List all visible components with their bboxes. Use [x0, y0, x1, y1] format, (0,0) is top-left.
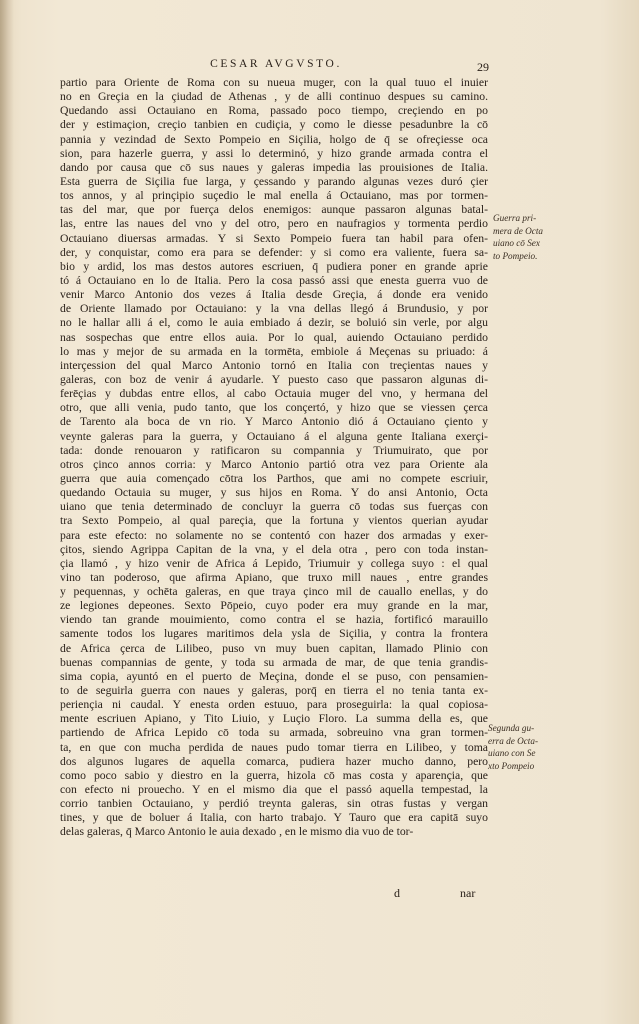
text-line: sima copia, ayuntó en el puerto de Meçina, donde el se puso, con pensamien-: [60, 669, 488, 683]
body-text: [60, 76, 488, 840]
text-line: Octauiano diuersas armadas. Y si Sexto Pompeio fuera tan habil para ofen-: [60, 231, 488, 245]
text-line: guerra que auia començado cōtra los Parthos, que ami no compete escriuir,: [60, 471, 488, 485]
text-line: buenas compannias de gente, y toda su armada de mar, de que tenia grandis-: [60, 655, 488, 669]
text-line: como poco sabio y diestro en la guerra, hizola cō mas costa y aparençia, que: [60, 768, 488, 782]
folio-number: 29: [477, 60, 489, 74]
text-line: ze legiones depeones. Sexto Pōpeio, cuyo poder era muy grande en la mar,: [60, 599, 488, 613]
text-line: Quedando assi Octauiano en Roma, passado poco tiempo, creçiendo en po: [60, 104, 488, 118]
signature-mark: d: [394, 886, 400, 900]
gutter-shadow: [0, 0, 14, 1024]
text-line: no le hallar alli á el, como le auia embiado á dezir, se boluió sin verle, por algu: [60, 316, 488, 330]
text-line: tra Sexto Pompeio, al qual pareçia, que la fortuna y vientos querian ayudar: [60, 514, 488, 528]
text-line: las, entre las naues del vno y del otro, pero en naufragios y tormenta perdio: [60, 217, 488, 231]
margin-note-line: uiano cō Sex: [493, 238, 540, 248]
text-line: quedando Octauia su muger, y sus hijos en Roma. Y do ansi Antonio, Octa: [60, 486, 488, 500]
text-line: dos algunos lugares de aquella comarca, pudiera hazer mucho danno, pero: [60, 754, 488, 768]
text-line: para este efecto: no solamente no se contentó con hazer dos armadas y exer-: [60, 528, 488, 542]
text-line: çitos, siendo Agrippa Capitan de la vna, y el dela otra , pero con toda instan-: [60, 542, 488, 556]
text-line: sion, para hazerle guerra, y assi lo determinó, y hizo grande armada contra el: [60, 146, 488, 160]
text-line: delas galeras, q̄ Marco Antonio le auia dexado , en le mismo dia vuo de tor-: [60, 825, 414, 839]
text-line: otros çinco annos corria: y Marco Antonio partió otra vez para Oriente ala: [60, 457, 488, 471]
text-line: interçession del qual Marco Antonio tornó en Italia con treçientas naues y: [60, 358, 488, 372]
text-line: dando por causa que cō sus naues y galeras impedia las prouisiones de Italia.: [60, 160, 488, 174]
text-line: der, y conquistar, como era para se defender: y si como era valiente, fuera sa-: [60, 245, 488, 259]
margin-note-second-war: [488, 722, 588, 772]
text-line: viendo tan grande mouimiento, como contra el se hazia, fortificó marauillo: [60, 613, 488, 627]
text-line: der y estimaçion, creçio tanbien en cudiçia, y como le diesse pesadunbre la cō: [60, 118, 488, 132]
text-line: con efecto ni prouecho. Y en el mismo dia que el passó aquella tempestad, la: [60, 783, 488, 797]
margin-note-line: xto Pompeio: [488, 760, 535, 771]
text-line: y pequennas, y ochēta galeras, en que traya çinco mil de cauallo enellas, y do: [60, 585, 488, 599]
text-line: pannia y vezindad de Sexto Pompeio en Siçilia, holgo de q̄ se ofreçiesse oca: [60, 132, 488, 146]
text-line: vino tan poderoso, que afirma Apiano, que truxo mill naues , entre grandes: [60, 570, 488, 584]
text-line: uiano que tenia determinado de concluyr la guerra cō todas sus fuerças con: [60, 500, 488, 514]
text-line: galeras, con boz de venir á ayudarle. Y puesto caso que passaron algunas di-: [60, 372, 488, 386]
text-line: de Africa çerca de Lilibeo, puso vn muy buen capitan, llamado Plinio con: [60, 641, 488, 655]
text-line: tó á Octauiano en lo de Italia. Pero la cosa passó assi que enesta guerra vuo de: [60, 273, 488, 287]
text-line: periençia ni caudal. Y enesta orden estuuo, para proseguirla: la qual copiosa-: [60, 698, 488, 712]
text-line: ferēçias y dubdas entre ellos, al cabo Octauia muger del vno, y hermana del: [60, 387, 488, 401]
margin-note-line: Segunda gu-: [488, 723, 535, 733]
text-line: partiendo de Africa Lepido cō toda su armada, sobreuino vna gran tormen-: [60, 726, 488, 740]
text-line: otro, que alli venia, pudo tanto, que los conçertó, y hizo que se viessen çerca: [60, 401, 488, 415]
text-line: tas del mar, que por fuerça delos enemigos: aunque passaron algunas batal-: [60, 203, 488, 217]
margin-note-line: erra de Octa-: [488, 735, 539, 746]
text-line: tos annos, y al prinçipio suçedio le mal enella á Octauiano, mas por tormen-: [60, 189, 488, 203]
text-line: lo mas y mejor de su armada en la tormēta, embiole á Meçenas su priuado: á: [60, 344, 488, 358]
text-line: de Oriente llamado por Octauiano: y la vna dellas llegó á Brundusio, y por: [60, 302, 488, 316]
text-line: ta, en que con mucha perdida de naues pudo tomar tierra en Lilibeo, y toma: [60, 740, 488, 754]
text-line: nas sospechas que entre ellos auia. Por lo qual, auiendo Octauiano perdido: [60, 330, 488, 344]
text-line: samente todos los lugares maritimos dela ysla de Siçilia, y contra la frontera: [60, 627, 488, 641]
text-line: tada: donde renouaron y ratificaron su compannia y Triumuirato, que por: [60, 443, 488, 457]
text-line: de Tarento ala boca de vn rio. Y Marco Antonio dió á Octauiano çiento y: [60, 415, 488, 429]
text-line: mente escriuen Apiano, y Tito Liuio, y Luçio Floro. La summa della es, que: [60, 712, 488, 726]
text-line: corrio tanbien Octauiano, y perdió treynta galeras, sin otras fustas y vergan: [60, 797, 488, 811]
margin-note-line: uiano con Se: [488, 748, 536, 758]
margin-note-line: mera de Octa: [493, 225, 544, 236]
margin-note-first-war: [493, 212, 593, 262]
text-line: partio para Oriente de Roma con su nueua muger, con la qual tuuo el inuier: [60, 76, 488, 89]
text-line: bio y ardid, los mas destos autores escriuen, q̄ pudiera poner en grande aprie: [60, 259, 488, 273]
text-line: tines, y que de boluer á Italia, con harto trabajo. Y Tauro que era capitā suyo: [60, 811, 488, 825]
text-line: venir Marco Antonio dos vezes á Italia desde Greçia, á donde era venido: [60, 288, 488, 302]
text-line: no en Greçia en la çiudad de Athenas , y de alli continuo despues su camino.: [60, 90, 488, 104]
margin-note-line: Guerra pri-: [493, 213, 537, 223]
running-head: CESAR AVGVSTO.: [210, 58, 342, 70]
margin-note-line: to Pompeio.: [493, 250, 538, 261]
text-line: to de seguirla guerra con naues y galeras, porq̄ en tierra el no tenia tanta ex-: [60, 684, 488, 698]
text-line: çia llamó , y hizo venir de Africa á Lepido, Triumuir y collega suyo : el qual: [60, 556, 488, 570]
catchword: nar: [460, 886, 476, 900]
text-line: veynte galeras para la guerra, y Octauiano á el alguna gente Italiana exerçi-: [60, 429, 488, 443]
text-line: Esta guerra de Siçilia fue larga, y çessando y parando algunas vezes duró çier: [60, 174, 488, 188]
